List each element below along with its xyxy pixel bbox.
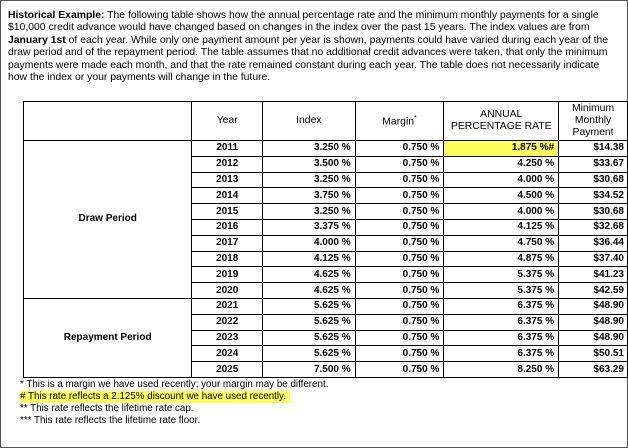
- margin-cell: 0.750 %: [355, 267, 444, 283]
- apr-cell: 4.125 %: [444, 219, 559, 235]
- index-cell: 4.625 %: [263, 283, 356, 299]
- apr-cell: 6.375 %: [444, 314, 559, 330]
- apr-cell: 4.875 %: [444, 251, 559, 267]
- apr-cell: 6.375 %: [444, 298, 559, 314]
- payment-cell: $42.59: [559, 283, 628, 299]
- index-cell: 3.250 %: [263, 141, 356, 157]
- index-cell: 7.500 %: [263, 362, 356, 378]
- header-payment: [559, 102, 628, 141]
- apr-cell: 1.875 %#: [444, 141, 559, 157]
- header-margin: [355, 102, 444, 141]
- payment-cell: $48.90: [559, 298, 628, 314]
- discount-footnote: # This rate reflects a 2.125% discount we have used recently.: [20, 391, 290, 403]
- year-cell: 2015: [192, 204, 263, 220]
- year-cell: 2022: [192, 314, 263, 330]
- margin-cell: 0.750 %: [355, 235, 444, 251]
- apr-cell: 4.000 %: [444, 172, 559, 188]
- apr-cell: 4.750 %: [444, 235, 559, 251]
- margin-cell: 0.750 %: [355, 283, 444, 299]
- margin-footnote: * This is a margin we have used recently; your margin may be different.: [20, 379, 329, 390]
- payment-cell: $37.40: [559, 251, 628, 267]
- margin-cell: 0.750 %: [355, 172, 444, 188]
- header-period: [24, 102, 192, 141]
- margin-cell: 0.750 %: [355, 330, 444, 346]
- year-cell: 2020: [192, 283, 263, 299]
- intro-lead: Historical Example:: [8, 10, 105, 21]
- header-apr: [444, 102, 559, 141]
- apr-cell: 4.000 %: [444, 204, 559, 220]
- year-cell: 2018: [192, 251, 263, 267]
- draw-period-label: Draw Period: [24, 141, 192, 299]
- apr-cell: 5.375 %: [444, 283, 559, 299]
- margin-cell: 0.750 %: [355, 346, 444, 362]
- index-cell: 4.125 %: [263, 251, 356, 267]
- year-cell: 2014: [192, 188, 263, 204]
- index-cell: 5.625 %: [263, 314, 356, 330]
- payment-cell: $33.67: [559, 156, 628, 172]
- payment-cell: $30.68: [559, 172, 628, 188]
- payment-cell: $41.23: [559, 267, 628, 283]
- index-cell: 3.250 %: [263, 172, 356, 188]
- apr-cell: 6.375 %: [444, 346, 559, 362]
- year-cell: 2016: [192, 219, 263, 235]
- payment-cell: $63.29: [559, 362, 628, 378]
- intro-date: January 1st: [8, 34, 66, 46]
- apr-cell: 5.375 %: [444, 267, 559, 283]
- index-cell: 4.625 %: [263, 267, 356, 283]
- intro-text-1: The following table shows how the annual percentage rate and the minimum monthly payments for a single $10,000 credit advance would have changed based on changes in the index over the past 15 years. The index values are from: [8, 10, 599, 34]
- floor-footnote: *** This rate reflects the lifetime rate floor.: [20, 415, 201, 426]
- year-cell: 2011: [192, 141, 263, 157]
- index-cell: 5.625 %: [263, 298, 356, 314]
- year-cell: 2013: [192, 172, 263, 188]
- year-cell: 2025: [192, 362, 263, 378]
- payment-cell: $48.90: [559, 330, 628, 346]
- index-cell: 5.625 %: [263, 346, 356, 362]
- intro-text-2: of each year. While only one payment amount per year is shown, payments could have varied during each year of the draw period and of the repayment period. The table assumes that no additional credit advances were taken, that only the minimum payments were made each month, and that the rate remained constant during each year. The table does not necessarily indicate how the index or your payments will change in the future.: [8, 34, 609, 84]
- apr-cell: 6.375 %: [444, 330, 559, 346]
- payment-cell: $48.90: [559, 314, 628, 330]
- year-cell: 2021: [192, 298, 263, 314]
- table-row: [24, 141, 628, 157]
- table-row: [24, 298, 628, 314]
- apr-cell: 8.250 %: [444, 362, 559, 378]
- margin-cell: 0.750 %: [355, 204, 444, 220]
- margin-cell: 0.750 %: [355, 219, 444, 235]
- payment-cell: $32.68: [559, 219, 628, 235]
- margin-cell: 0.750 %: [355, 251, 444, 267]
- footnotes: [20, 379, 328, 427]
- index-cell: 3.250 %: [263, 204, 356, 220]
- margin-cell: 0.750 %: [355, 141, 444, 157]
- header-payment-line2: Monthly: [574, 115, 612, 126]
- payment-cell: $30.68: [559, 204, 628, 220]
- index-cell: 3.750 %: [263, 188, 356, 204]
- header-row: [24, 102, 628, 141]
- repayment-period-label: Repayment Period: [24, 298, 192, 377]
- margin-cell: 0.750 %: [355, 188, 444, 204]
- table-body: [24, 141, 628, 378]
- header-margin-label: Margin: [382, 116, 415, 128]
- header-margin-mark: *: [414, 115, 417, 123]
- apr-cell: 4.250 %: [444, 156, 559, 172]
- index-cell: 5.625 %: [263, 330, 356, 346]
- header-apr-line2: PERCENTAGE RATE: [450, 121, 552, 132]
- payment-cell: $36.44: [559, 235, 628, 251]
- year-cell: 2024: [192, 346, 263, 362]
- margin-cell: 0.750 %: [355, 298, 444, 314]
- margin-cell: 0.750 %: [355, 314, 444, 330]
- header-index: Index: [263, 102, 356, 141]
- payment-cell: $50.51: [559, 346, 628, 362]
- apr-cell: 4.500 %: [444, 188, 559, 204]
- margin-cell: 0.750 %: [355, 156, 444, 172]
- header-payment-line3: Payment: [572, 127, 614, 138]
- header-year: Year: [192, 102, 263, 141]
- historical-table: [23, 101, 628, 378]
- index-cell: 4.000 %: [263, 235, 356, 251]
- cap-footnote: ** This rate reflects the lifetime rate cap.: [20, 403, 194, 414]
- margin-cell: 0.750 %: [355, 362, 444, 378]
- header-apr-line1: ANNUAL: [480, 109, 523, 120]
- year-cell: 2023: [192, 330, 263, 346]
- year-cell: 2019: [192, 267, 263, 283]
- intro-paragraph: [8, 10, 620, 84]
- index-cell: 3.375 %: [263, 219, 356, 235]
- payment-cell: $34.52: [559, 188, 628, 204]
- index-cell: 3.500 %: [263, 156, 356, 172]
- header-payment-line1: Minimum: [571, 103, 615, 114]
- payment-cell: $14.38: [559, 141, 628, 157]
- year-cell: 2017: [192, 235, 263, 251]
- year-cell: 2012: [192, 156, 263, 172]
